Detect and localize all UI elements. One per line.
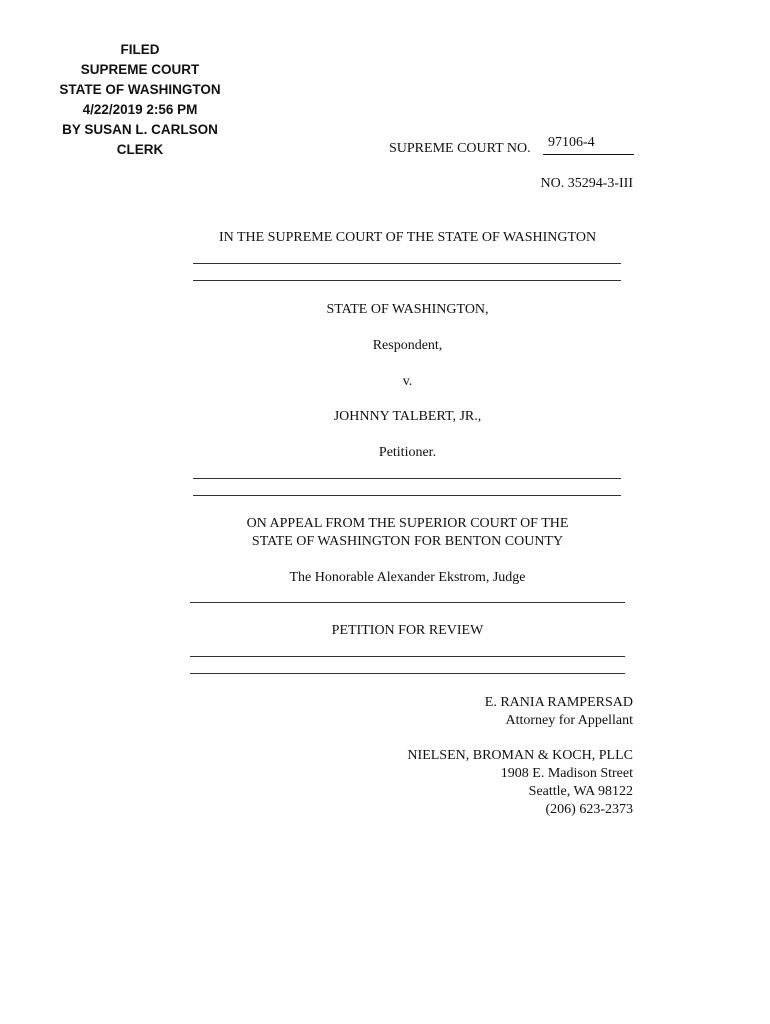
respondent-name: STATE OF WASHINGTON, xyxy=(326,302,489,317)
supreme-court-no-value: 97106-4 xyxy=(543,135,634,155)
stamp-line-court: SUPREME COURT xyxy=(80,62,200,77)
divider-rule xyxy=(190,602,625,603)
judge-name: The Honorable Alexander Ekstrom, Judge xyxy=(289,570,526,585)
versus: v. xyxy=(402,374,413,389)
stamp-line-datetime: 4/22/2019 2:56 PM xyxy=(82,102,198,117)
divider-rule xyxy=(190,673,625,674)
attorney-name: E. RANIA RAMPERSAD xyxy=(484,695,633,710)
court-title: IN THE SUPREME COURT OF THE STATE OF WASHINGTON xyxy=(218,230,597,245)
document-title: PETITION FOR REVIEW xyxy=(331,623,484,638)
stamp-line-clerk: CLERK xyxy=(116,142,164,157)
law-firm-name: NIELSEN, BROMAN & KOCH, PLLC xyxy=(407,748,633,763)
stamp-line-clerk-name: BY SUSAN L. CARLSON xyxy=(62,122,218,137)
supreme-court-no-label: SUPREME COURT NO. xyxy=(389,141,531,156)
filing-stamp xyxy=(40,40,240,160)
petitioner-role: Petitioner. xyxy=(378,445,437,460)
respondent-role: Respondent, xyxy=(372,338,443,353)
appeal-line-1: ON APPEAL FROM THE SUPERIOR COURT OF THE xyxy=(246,516,569,531)
firm-street: 1908 E. Madison Street xyxy=(500,766,633,781)
firm-city: Seattle, WA 98122 xyxy=(528,784,633,799)
stamp-line-filed: FILED xyxy=(120,42,160,57)
petitioner-name: JOHNNY TALBERT, JR., xyxy=(333,409,482,424)
divider-rule xyxy=(190,656,625,657)
case-number: NO. 35294-3-III xyxy=(540,176,633,191)
divider-rule xyxy=(193,280,621,281)
divider-rule xyxy=(193,263,621,264)
appeal-line-2: STATE OF WASHINGTON FOR BENTON COUNTY xyxy=(251,534,564,549)
divider-rule xyxy=(193,495,621,496)
divider-rule xyxy=(193,478,621,479)
attorney-role: Attorney for Appellant xyxy=(505,713,633,728)
firm-phone: (206) 623-2373 xyxy=(545,802,633,817)
stamp-line-state: STATE OF WASHINGTON xyxy=(59,82,221,97)
